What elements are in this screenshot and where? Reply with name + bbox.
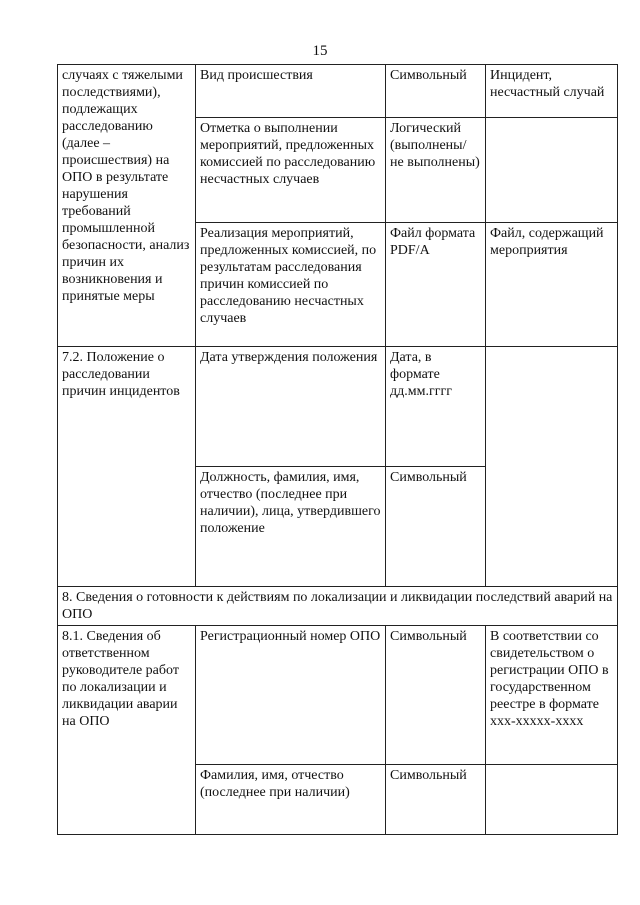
cell-text: Символьный <box>390 768 467 783</box>
cell-text: Дата, в формате дд.мм.гггг <box>390 350 452 399</box>
cell-text: Инцидент, несчастный случай <box>490 68 605 100</box>
table-cell-note <box>486 118 618 223</box>
table-cell-field <box>196 118 386 223</box>
cell-text: Дата утверждения положения <box>200 350 378 365</box>
cell-text: Регистрационный номер ОПО <box>200 629 381 644</box>
table-cell-field <box>196 626 386 765</box>
table-cell-note <box>486 223 618 347</box>
section-heading-cell <box>58 587 618 626</box>
table-row-section-heading <box>58 587 618 626</box>
requirements-table <box>57 64 618 835</box>
cell-text: В соответствии со свидетельством о регистрации ОПО в государственном реестре в формате ххх-ххххх-хххх <box>490 629 609 729</box>
cell-text: Файл, содержащий мероприятия <box>490 226 604 258</box>
table-cell-type <box>386 223 486 347</box>
table-cell-note <box>486 626 618 765</box>
table-cell-field <box>196 223 386 347</box>
table-row <box>58 347 618 467</box>
table-cell-type <box>386 765 486 835</box>
table-cell-type <box>386 347 486 467</box>
table-row <box>58 65 618 118</box>
table-cell-section-description <box>58 626 196 835</box>
table-cell-field <box>196 765 386 835</box>
table-cell-section-description <box>58 65 196 347</box>
cell-text: Отметка о выполнении мероприятий, предложенных комиссией по расследованию несчастных случаев <box>200 121 376 187</box>
cell-text: Символьный <box>390 68 467 83</box>
table-cell-field <box>196 65 386 118</box>
cell-text: Символьный <box>390 470 467 485</box>
table-cell-section-description <box>58 347 196 587</box>
cell-text: Должность, фамилия, имя, отчество (последнее при наличии), лица, утвердившего положение <box>200 470 381 536</box>
cell-text: Логический (выполнены/ не выполнены) <box>390 121 480 170</box>
table-cell-type <box>386 467 486 587</box>
cell-text: случаях с тяжелыми последствиями), подлежащих расследованию (далее – происшествия) на ОПО в результате нарушения требований промышленной безопасности, анализ причин их возникновения и принятые меры <box>62 68 190 304</box>
table-cell-type <box>386 65 486 118</box>
table-cell-type <box>386 118 486 223</box>
table-cell-type <box>386 626 486 765</box>
table-cell-note <box>486 347 618 587</box>
page-number: 15 <box>312 43 328 59</box>
table-cell-field <box>196 347 386 467</box>
cell-text: Реализация мероприятий, предложенных комиссией, по результатам расследования причин комиссией по расследованию несчастных случаев <box>200 226 377 326</box>
cell-text: 8.1. Сведения об ответственном руководителе работ по локализации и ликвидации аварии на ОПО <box>62 629 179 729</box>
cell-text: 7.2. Положение о расследовании причин инцидентов <box>62 350 180 399</box>
table-cell-note <box>486 765 618 835</box>
cell-text: Вид происшествия <box>200 68 313 83</box>
cell-text: Файл формата PDF/A <box>390 226 476 258</box>
table-cell-note <box>486 65 618 118</box>
cell-text: Символьный <box>390 629 467 644</box>
table-cell-field <box>196 467 386 587</box>
section-heading: 8. Сведения о готовности к действиям по локализации и ликвидации последствий аварий на ОПО <box>62 590 613 622</box>
table-row <box>58 626 618 765</box>
cell-text: Фамилия, имя, отчество (последнее при наличии) <box>200 768 350 800</box>
